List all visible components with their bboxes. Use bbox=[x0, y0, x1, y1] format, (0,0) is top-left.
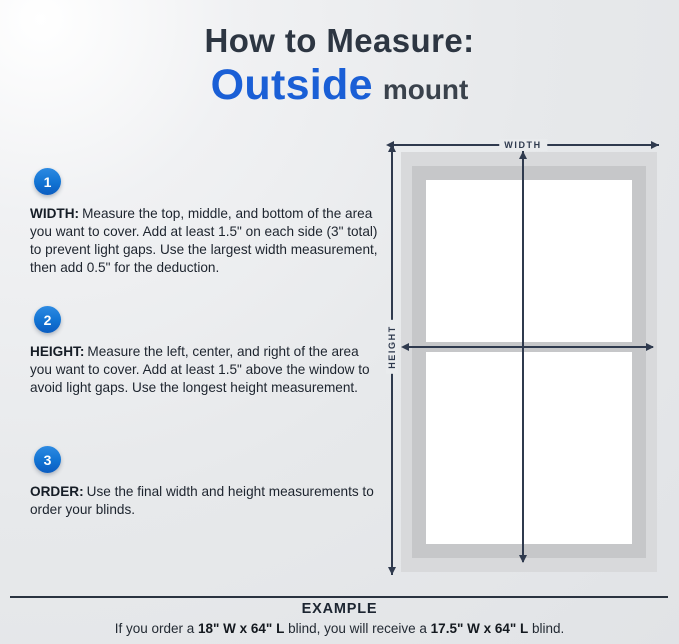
title-mount-word: mount bbox=[382, 74, 469, 105]
step-2-number-badge: 2 bbox=[34, 306, 61, 333]
example-middle: blind, you will receive a bbox=[284, 621, 431, 636]
example-suffix: blind. bbox=[528, 621, 565, 636]
width-arrow-right-head bbox=[651, 141, 659, 149]
example-receive-size: 17.5" W x 64" L bbox=[430, 621, 529, 636]
title-line1: How to Measure: bbox=[204, 22, 475, 59]
footer-divider bbox=[10, 596, 668, 598]
center-horizontal-right-head bbox=[646, 343, 654, 351]
step-1-body: Measure the top, middle, and bottom of the area you want to cover. Add at least 1.5" on each side (3" total) to prevent light gaps. Use the largest width measurement, then add 0.5" for the deduction. bbox=[30, 206, 378, 276]
example-prefix: If you order a bbox=[114, 621, 198, 636]
width-label: WIDTH bbox=[499, 139, 547, 151]
step-1 bbox=[30, 168, 384, 277]
example-heading: EXAMPLE bbox=[301, 601, 378, 617]
step-3-heading: ORDER: bbox=[30, 484, 84, 499]
center-horizontal-left-head bbox=[401, 343, 409, 351]
step-1-heading: WIDTH: bbox=[30, 206, 80, 221]
step-3-body: Use the final width and height measurements to order your blinds. bbox=[30, 484, 374, 518]
title-line2 bbox=[0, 61, 679, 110]
title-mount-type: Outside bbox=[210, 61, 373, 109]
example-sentence bbox=[0, 621, 679, 636]
center-vertical-top-head bbox=[519, 151, 527, 159]
height-label: HEIGHT bbox=[386, 320, 398, 374]
height-arrow-bottom-head bbox=[388, 567, 396, 575]
step-2-text bbox=[30, 343, 384, 397]
example-order-size: 18" W x 64" L bbox=[198, 621, 285, 636]
center-horizontal-line bbox=[403, 346, 653, 348]
step-1-text bbox=[30, 205, 384, 277]
step-3-text bbox=[30, 483, 384, 519]
step-1-number-badge: 1 bbox=[34, 168, 61, 195]
center-vertical-bottom-head bbox=[519, 555, 527, 563]
title-block bbox=[0, 22, 679, 110]
step-2-heading: HEIGHT: bbox=[30, 344, 85, 359]
step-3-number-badge: 3 bbox=[34, 446, 61, 473]
window-frame bbox=[412, 166, 646, 558]
step-2-body: Measure the left, center, and right of the area you want to cover. Add at least 1.5" above the window to avoid light gaps. Use the longest height measurement. bbox=[30, 344, 370, 396]
step-3 bbox=[30, 446, 384, 519]
window-diagram bbox=[385, 138, 670, 583]
center-vertical-line bbox=[522, 151, 524, 562]
height-arrow-top-head bbox=[388, 144, 396, 152]
step-2 bbox=[30, 306, 384, 397]
